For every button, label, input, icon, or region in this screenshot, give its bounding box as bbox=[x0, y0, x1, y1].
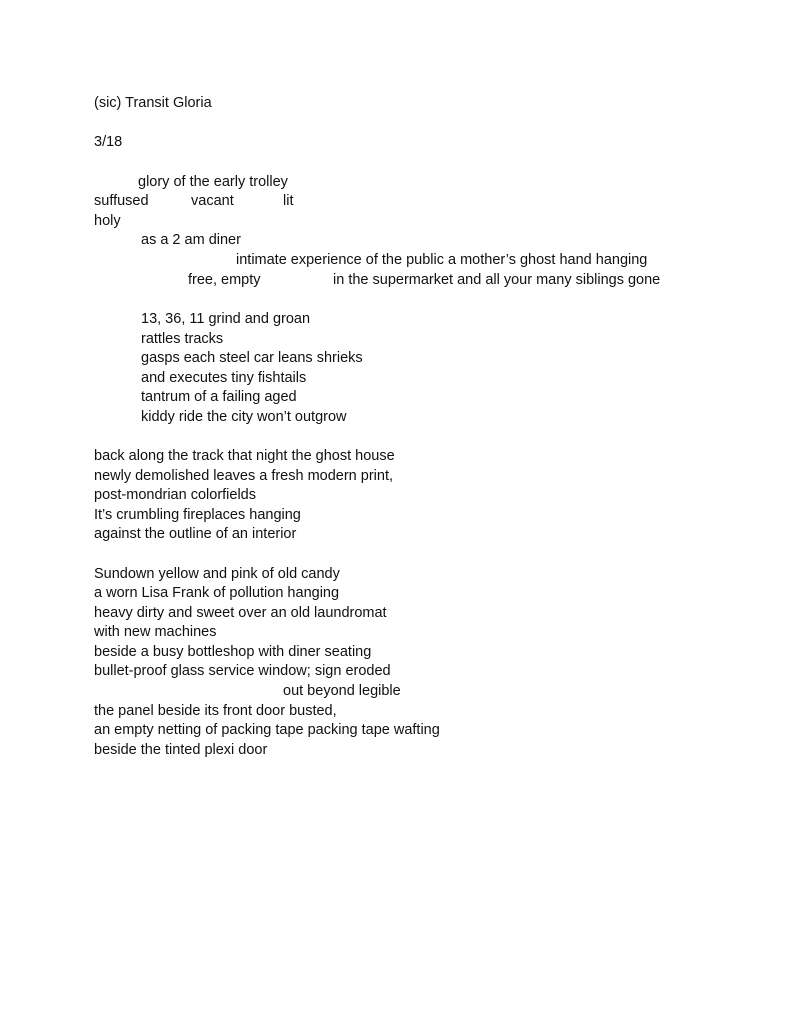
poem-title: (sic) Transit Gloria bbox=[94, 95, 212, 111]
poem-date: 3/18 bbox=[94, 134, 123, 150]
poem-line: tantrum of a failing aged bbox=[141, 389, 297, 405]
poem-line: kiddy ride the city won’t outgrow bbox=[141, 409, 347, 425]
poem-line: a worn Lisa Frank of pollution hanging bbox=[94, 585, 340, 601]
poem-line: heavy dirty and sweet over an old laundromat bbox=[94, 605, 387, 621]
poem-line: bullet-proof glass service window; sign eroded bbox=[94, 663, 391, 679]
poem-line: with new machines bbox=[94, 624, 217, 640]
poem-line: beside the tinted plexi door bbox=[94, 742, 268, 758]
poem-line: free, empty bbox=[188, 272, 261, 288]
poem-line: and executes tiny fishtails bbox=[141, 370, 307, 386]
poem-line: out beyond legible bbox=[283, 683, 401, 699]
poem-line: lit bbox=[283, 193, 294, 209]
poem-line: holy bbox=[94, 213, 121, 229]
poem-line: post-mondrian colorfields bbox=[94, 487, 256, 503]
poem-line: 13, 36, 11 grind and groan bbox=[141, 311, 311, 327]
poem-line: gasps each steel car leans shrieks bbox=[141, 350, 363, 366]
poem-line: suffused bbox=[94, 193, 149, 209]
poem-line: intimate experience of the public a mother’s ghost hand hanging bbox=[236, 252, 648, 268]
poem-line: Sundown yellow and pink of old candy bbox=[94, 566, 340, 582]
poem-line: as a 2 am diner bbox=[141, 232, 241, 248]
poem-line: glory of the early trolley bbox=[138, 174, 288, 190]
poem-line: newly demolished leaves a fresh modern print, bbox=[94, 468, 394, 484]
poem-line: an empty netting of packing tape packing tape wafting bbox=[94, 722, 440, 738]
poem-line: against the outline of an interior bbox=[94, 526, 297, 542]
poem-line: beside a busy bottleshop with diner seating bbox=[94, 644, 372, 660]
poem-line: vacant bbox=[191, 193, 234, 209]
poem-line: rattles tracks bbox=[141, 331, 224, 347]
poem-line: the panel beside its front door busted, bbox=[94, 703, 337, 719]
poem-line: It’s crumbling fireplaces hanging bbox=[94, 507, 301, 523]
poem-line: back along the track that night the ghost house bbox=[94, 448, 395, 464]
poem-line: in the supermarket and all your many siblings gone bbox=[333, 272, 661, 288]
